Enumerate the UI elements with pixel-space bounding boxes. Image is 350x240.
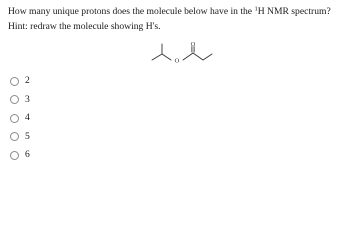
radio-button[interactable]: [10, 95, 19, 104]
isotope-superscript: 1: [254, 5, 258, 13]
bond-methyl-left: [152, 54, 162, 60]
option-label: 5: [25, 130, 30, 142]
question-text: [8, 5, 346, 34]
bond-isopropyl-to-ester-oxygen: [162, 54, 171, 60]
radio-button[interactable]: [10, 114, 19, 123]
radio-button[interactable]: [10, 151, 19, 160]
option-6[interactable]: [10, 146, 30, 165]
bond-alpha-carbon: [193, 53, 203, 60]
question-text-end: H NMR spectrum? Hint: redraw the molecule showing H's.: [8, 6, 331, 32]
option-label: 2: [25, 75, 30, 87]
ester-oxygen-label: O: [174, 57, 180, 65]
answer-options: [10, 72, 30, 165]
question-text-start: How many unique protons does the molecule below have in the: [8, 6, 255, 17]
molecule-skeletal-structure: [150, 42, 220, 72]
option-label: 6: [25, 149, 30, 161]
carbonyl-oxygen-label: O: [190, 42, 196, 49]
option-2[interactable]: [10, 72, 30, 91]
radio-button[interactable]: [10, 132, 19, 141]
option-label: 4: [25, 112, 30, 124]
bond-methyl-right: [203, 54, 212, 60]
radio-button[interactable]: [10, 77, 19, 86]
option-5[interactable]: [10, 128, 30, 147]
bond-ester-oxygen-to-carbon: [183, 53, 193, 60]
option-3[interactable]: [10, 91, 30, 110]
option-4[interactable]: [10, 109, 30, 128]
option-label: 3: [25, 93, 30, 105]
